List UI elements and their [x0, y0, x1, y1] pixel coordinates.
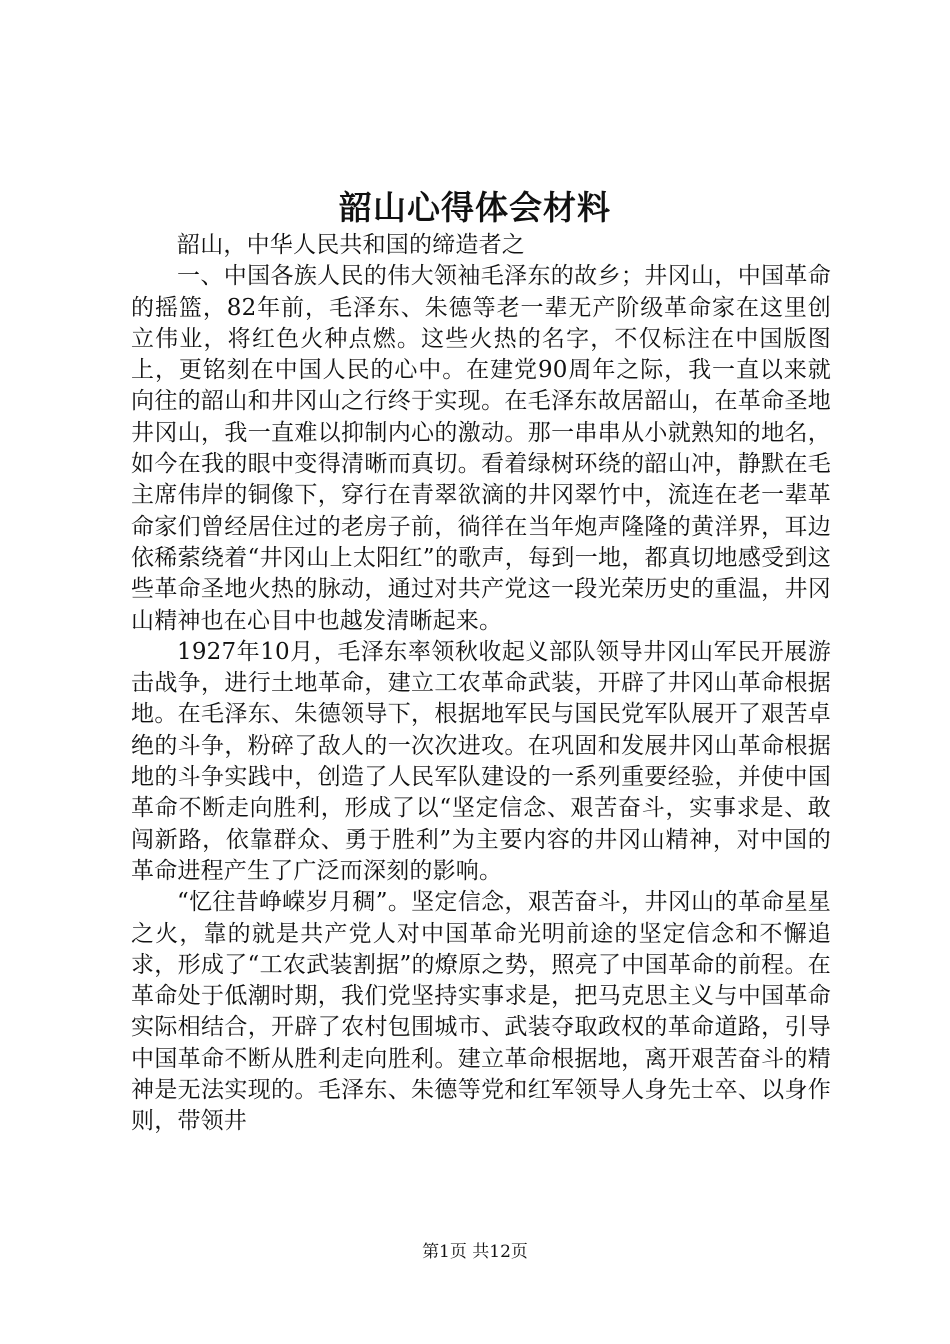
paragraph-3: 1927年10月，毛泽东率领秋收起义部队领导井冈山军民开展游击战争，进行土地革命，建立工农革命武装，开辟了井冈山革命根据地。在毛泽东、朱德领导下，根据地军民与国民党军队展开了艰苦卓绝的斗争，粉碎了敌人的一次次进攻。在巩固和发展井冈山革命根据地的斗争实践中，创造了人民军队建设的一系列重要经验，并使中国革命不断走向胜利，形成了以“坚定信念、艰苦奋斗，实事求是、敢闯新路，依靠群众、勇于胜利”为主要内容的井冈山精神，对中国的革命进程产生了广泛而深刻的影响。 [131, 638, 831, 884]
document-body [131, 230, 831, 1138]
paragraph-1: 韶山，中华人民共和国的缔造者之 [177, 232, 525, 258]
page-footer: 第1页 共12页 [422, 1242, 528, 1262]
document-title: 韶山心得体会材料 [339, 188, 611, 227]
paragraph-4: “忆往昔峥嵘岁月稠”。坚定信念，艰苦奋斗，井冈山的革命星星之火，靠的就是共产党人对中国革命光明前途的坚定信念和不懈追求，形成了“工农武装割据”的燎原之势，照亮了中国革命的前程。在革命处于低潮时期，我们党坚持实事求是，把马克思主义与中国革命实际相结合，开辟了农村包围城市、武装夺取政权的革命道路，引导中国革命不断从胜利走向胜利。建立革命根据地，离开艰苦奋斗的精神是无法实现的。毛泽东、朱德等党和红军领导人身先士卒、以身作则，带领井 [131, 889, 831, 1135]
paragraph-2: 一、中国各族人民的伟大领袖毛泽东的故乡；井冈山，中国革命的摇篮，82年前，毛泽东、朱德等老一辈无产阶级革命家在这里创立伟业，将红色火种点燃。这些火热的名字，不仅标注在中国版图上，更铭刻在中国人民的心中。在建党90周年之际，我一直以来就向往的韶山和井冈山之行终于实现。在毛泽东故居韶山，在革命圣地井冈山，我一直难以抑制内心的激动。那一串串从小就熟知的地名，如今在我的眼中变得清晰而真切。看着绿树环绕的韶山冲，静默在毛主席伟岸的铜像下，穿行在青翠欲滴的井冈翠竹中，流连在老一辈革命家们曾经居住过的老房子前，徜徉在当年炮声隆隆的黄洋界，耳边依稀萦绕着“井冈山上太阳红”的歌声，每到一地，都真切地感受到这些革命圣地火热的脉动，通过对共产党这一段光荣历史的重温，井冈山精神也在心目中也越发清晰起来。 [131, 263, 831, 634]
